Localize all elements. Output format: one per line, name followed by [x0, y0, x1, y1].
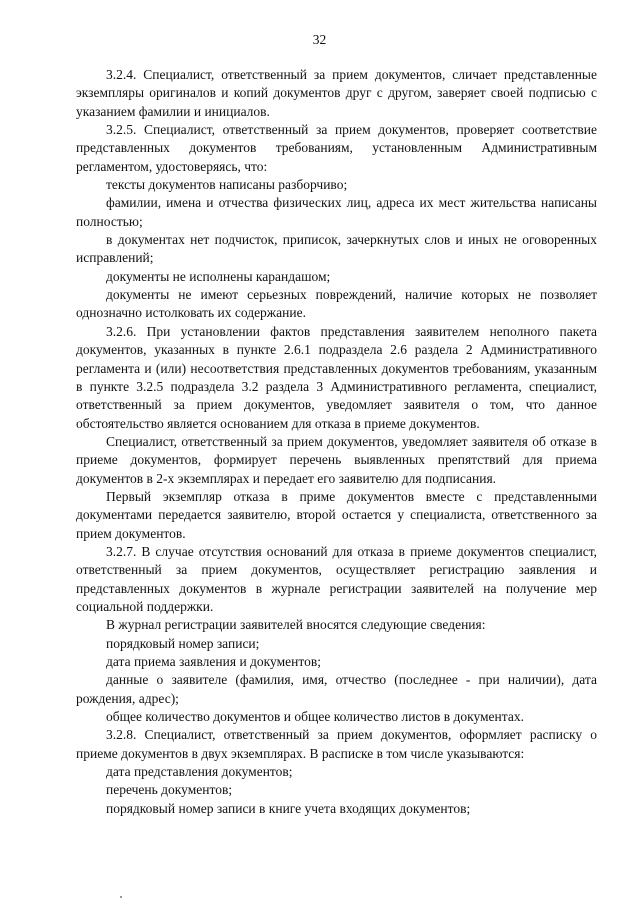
document-body [76, 66, 597, 818]
list-item-document-count: общее количество документов и общее количество листов в документах. [106, 709, 524, 725]
list-item-application-date: дата приема заявления и документов; [106, 654, 321, 669]
list-item-no-damage: документы не имеют серьезных повреждений, наличие которых не позволяет однозначно истолковать их содержание. [76, 287, 597, 321]
list-item-not-pencil: документы не исполнены карандашом; [106, 268, 331, 284]
list-item-submission-date: дата представления документов; [106, 764, 293, 780]
list-item-legible-text: тексты документов написаны разборчиво; [106, 177, 348, 193]
list-item-applicant-data: данные о заявителе (фамилия, имя, отчество (последнее - при наличии), дата рождения, адрес); [76, 672, 597, 706]
list-item-incoming-record-number: порядковый номер записи в книге учета входящих документов; [106, 800, 471, 816]
paragraph-3-2-8: 3.2.8. Специалист, ответственный за прием документов, оформляет расписку о приеме документов в двух экземплярах. В расписке в том числе указываются: [76, 727, 597, 761]
list-item-document-list: перечень документов; [106, 782, 233, 798]
list-item-no-erasures: в документах нет подчисток, приписок, зачеркнутых слов и иных не оговоренных исправлений; [76, 232, 597, 266]
paragraph-refusal-notice: Специалист, ответственный за прием документов, уведомляет заявителя об отказе в приеме документов, формирует перечень выявленных препятствий для приема документов в 2-х экземплярах и передает его заявителю для подписания. [76, 433, 597, 486]
paragraph-3-2-4: 3.2.4. Специалист, ответственный за прием документов, сличает представленные экземпляры оригиналов и копий документов друг с другом, заверяет своей подписью с указанием фамилии и инициалов. [76, 67, 597, 119]
page-number: 32 [312, 32, 327, 47]
paragraph-3-2-6: 3.2.6. При установлении фактов представления заявителем неполного пакета документов, указанных в пункте 2.6.1 подраздела 2.6 раздела 2 Административного регламента и (или) несоответствия представленных документов требованиям, указанным в пункте 3.2.5 подраздела 3.2 раздела 3 Административного регламента, специалист, ответственный за прием документов, уведомляет заявителя о том, что данное обстоятельство является основанием для отказа в приеме документов. [76, 323, 597, 431]
list-item-record-number: порядковый номер записи; [106, 635, 260, 651]
list-item-full-names: фамилии, имена и отчества физических лиц, адреса их мест жительства написаны полностью; [76, 195, 597, 229]
paragraph-refusal-copy: Первый экземпляр отказа в приме документов вместе с представленными документами передается заявителю, второй остается у специалиста, ответственного за прием документов. [76, 488, 597, 541]
paragraph-journal-details: В журнал регистрации заявителей вносятся следующие сведения: [106, 617, 486, 633]
paragraph-3-2-7: 3.2.7. В случае отсутствия оснований для отказа в приеме документов специалист, ответственный за прием документов, осуществляет регистрацию заявления и представленных документов в журнале регистрации заявителей на получение мер социальной поддержки. [76, 543, 597, 614]
paragraph-3-2-5: 3.2.5. Специалист, ответственный за прием документов, проверяет соответствие представленных документов требованиям, установленным Административным регламентом, удостоверяясь, что: [76, 122, 597, 174]
scan-speck [120, 896, 122, 898]
